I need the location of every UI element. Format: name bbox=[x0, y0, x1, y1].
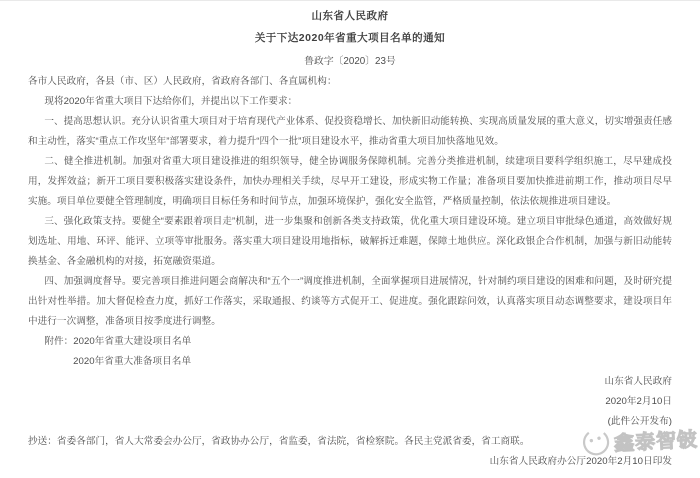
doc-subject-title: 关于下达2020年省重大项目名单的通知 bbox=[254, 32, 446, 44]
signature-date: 2020年2月10日 bbox=[605, 396, 672, 407]
watermark-text: 鑫泰智铍 bbox=[613, 428, 699, 455]
attachments-label: 附件： bbox=[44, 336, 74, 347]
doc-number: 鲁政字〔2020〕23号 bbox=[304, 56, 396, 67]
intro-paragraph: 现将2020年省重大项目下达给你们，并提出以下工作要求： bbox=[44, 96, 298, 107]
document-body bbox=[28, 72, 672, 472]
attachment-item-2: 2020年省重大准备项目名单 bbox=[73, 356, 192, 367]
paragraph-4-scheduling-supervision: 四、加强调度督导。要完善项目推进问题会商解决和“五个一”调度推进机制，全面掌握项目进展情况，针对制约项目建设的困难和问题，及时研究提出针对性举措。加大督促检查力度，抓好工作落实，采取通报、约谈等方式促开工、促进度。强化跟踪问效，认真落实项目动态调整要求，建设项目年中进行一次调整，准备项目按季度进行调整。 bbox=[28, 276, 672, 327]
paragraph-2-advance-mechanism: 二、健全推进机制。加强对省重大项目建设推进的组织领导，健全协调服务保障机制。完善分类推进机制，续建项目要科学组织施工，尽早建成投用，发挥效益；新开工项目要积极落实建设条件，加快办理相关手续，尽早开工建设，形成实物工作量；准备项目要加快推进前期工作，推动项目尽早实施。项目单位要健全管理制度，明确项目目标任务和时间节点，加强环境保护，强化安全监管，严格质量控制，依法依规推进项目建设。 bbox=[28, 156, 672, 207]
signature-publish-note: (此件公开发布) bbox=[607, 416, 672, 427]
doc-issuer-title: 山东省人民政府 bbox=[311, 10, 389, 22]
paragraph-1-thought-awareness: 一、提高思想认识。充分认识省重大项目对于培育现代产业体系、促投资稳增长、加快新旧动能转换、实现高质量发展的重大意义，切实增强责任感和主动性，落实“重点工作攻坚年”部署要求，着力提升“四个一批”项目建设水平，推动省重大项目加快落地见效。 bbox=[28, 116, 672, 147]
signature-issuer: 山东省人民政府 bbox=[604, 376, 672, 387]
signature-block bbox=[28, 372, 672, 432]
print-issuance-line: 山东省人民政府办公厅2020年2月10日印发 bbox=[489, 456, 672, 467]
attachment-item-1: 2020年省重大建设项目名单 bbox=[73, 336, 192, 347]
attachments-line-1 bbox=[28, 332, 672, 352]
salutation-line: 各市人民政府，各县（市、区）人民政府，省政府各部门、各直属机构： bbox=[28, 76, 337, 87]
paragraph-3-policy-support: 三、强化政策支持。要健全“要素跟着项目走”机制，进一步集聚和创新各类支持政策，优化重大项目建设环境。建立项目审批绿色通道，高效做好规划选址、用地、环评、能评、立项等审批服务。落实重大项目建设用地指标，破解拆迁难题，保障土地供应。深化政银企合作机制，加强与新旧动能转换基金、各金融机构的对接，拓宽融资渠道。 bbox=[28, 216, 672, 267]
cc-line: 抄送：省委各部门，省人大常委会办公厅，省政协办公厅，省监委，省法院，省检察院。各民主党派省委，省工商联。 bbox=[28, 436, 530, 447]
